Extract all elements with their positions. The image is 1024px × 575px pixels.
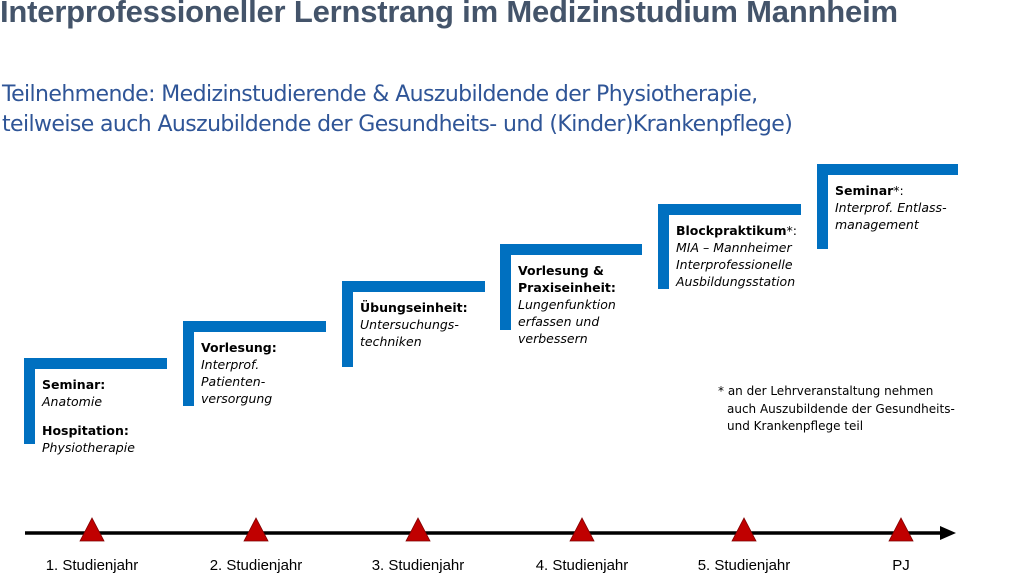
year-label: PJ (892, 557, 910, 574)
seminar-pj-name: Seminar (835, 183, 894, 198)
seminar-pj-desc-2: management (835, 217, 919, 232)
step-text (835, 182, 947, 233)
step-year-5 (658, 204, 801, 289)
page-title: Interprofessioneller Lernstrang im Medizinstudium Mannheim (0, 0, 898, 29)
blockpraktikum-desc-3: Ausbildungsstation (676, 274, 796, 289)
year-label: 4. Studienjahr (535, 557, 629, 574)
seminar-desc: Anatomie (42, 394, 103, 409)
blockpraktikum-desc-2: Interprofessionelle (676, 257, 793, 272)
step-pj (817, 164, 958, 249)
step-bar-top (817, 164, 958, 175)
year-marker (732, 518, 756, 541)
step-year-3 (342, 281, 485, 367)
vorlesung-praxis-desc-2: erfassen und (518, 314, 600, 329)
timeline-arrowhead (940, 526, 956, 540)
vorlesung-praxis-desc-3: verbessern (518, 331, 588, 346)
footnote-line-1: * an der Lehrveranstaltung nehmen (718, 384, 934, 398)
uebungseinheit-desc-2: techniken (360, 334, 422, 349)
hospitation-desc: Physiotherapie (42, 440, 135, 455)
year-label: 3. Studienjahr (371, 557, 465, 574)
step-text (360, 299, 468, 350)
step-text (42, 376, 135, 456)
blockpraktikum-desc-1: MIA – Mannheimer (676, 240, 792, 255)
year-marker (406, 518, 430, 541)
step-text (201, 339, 326, 407)
seminar-label: Seminar: (42, 377, 106, 392)
blockpraktikum-label (676, 222, 797, 239)
step-text (676, 222, 797, 290)
vorlesung-label: Vorlesung: (201, 340, 277, 355)
step-bar-top (500, 244, 642, 255)
year-marker (244, 518, 268, 541)
subtitle-line-1: Teilnehmende: Medizinstudierende & Auszubildende der Physiotherapie, (2, 82, 758, 107)
step-bar-left (24, 358, 35, 444)
footnote-line-3: und Krankenpflege teil (727, 419, 864, 433)
vorlesung-desc-1: Interprof. Patienten- (201, 357, 266, 389)
step-text (518, 262, 616, 347)
year-marker (570, 518, 594, 541)
year-label: 2. Studienjahr (209, 557, 303, 574)
step-bar-left (183, 321, 194, 406)
participants-subtitle (2, 80, 792, 140)
step-bar-top (24, 358, 167, 369)
vorlesung-praxis-label-2: Praxiseinheit: (518, 280, 616, 295)
uebungseinheit-label: Übungseinheit: (360, 300, 468, 315)
step-year-4 (500, 244, 642, 346)
step-bar-left (500, 244, 511, 330)
year-marker (80, 518, 104, 541)
vorlesung-desc-2: versorgung (201, 391, 273, 406)
uebungseinheit-desc-1: Untersuchungs- (360, 317, 459, 332)
step-bar-top (658, 204, 801, 215)
step-bar-top (183, 321, 326, 332)
footnote (718, 383, 955, 436)
step-bar-top (342, 281, 485, 292)
step-bar-left (342, 281, 353, 367)
step-bar-left (817, 164, 828, 249)
year-label: 5. Studienjahr (697, 557, 791, 574)
seminar-pj-label (835, 182, 947, 199)
subtitle-line-2: teilweise auch Auszubildende der Gesundheits- und (Kinder)Krankenpflege) (2, 112, 793, 137)
vorlesung-praxis-desc-1: Lungenfunktion (518, 297, 616, 312)
vorlesung-praxis-label-1: Vorlesung & (518, 263, 604, 278)
step-year-2 (183, 321, 326, 406)
year-label: 1. Studienjahr (45, 557, 139, 574)
blockpraktikum-star: *: (786, 223, 797, 238)
blockpraktikum-name: Blockpraktikum (676, 223, 787, 238)
step-year-1 (24, 358, 167, 455)
hospitation-label: Hospitation: (42, 423, 129, 438)
seminar-pj-star: *: (893, 183, 904, 198)
seminar-pj-desc-1: Interprof. Entlass- (835, 200, 947, 215)
step-bar-left (658, 204, 669, 289)
year-marker (889, 518, 913, 541)
timeline-axis (0, 500, 1024, 575)
footnote-line-2: auch Auszubildende der Gesundheits- (727, 401, 955, 416)
